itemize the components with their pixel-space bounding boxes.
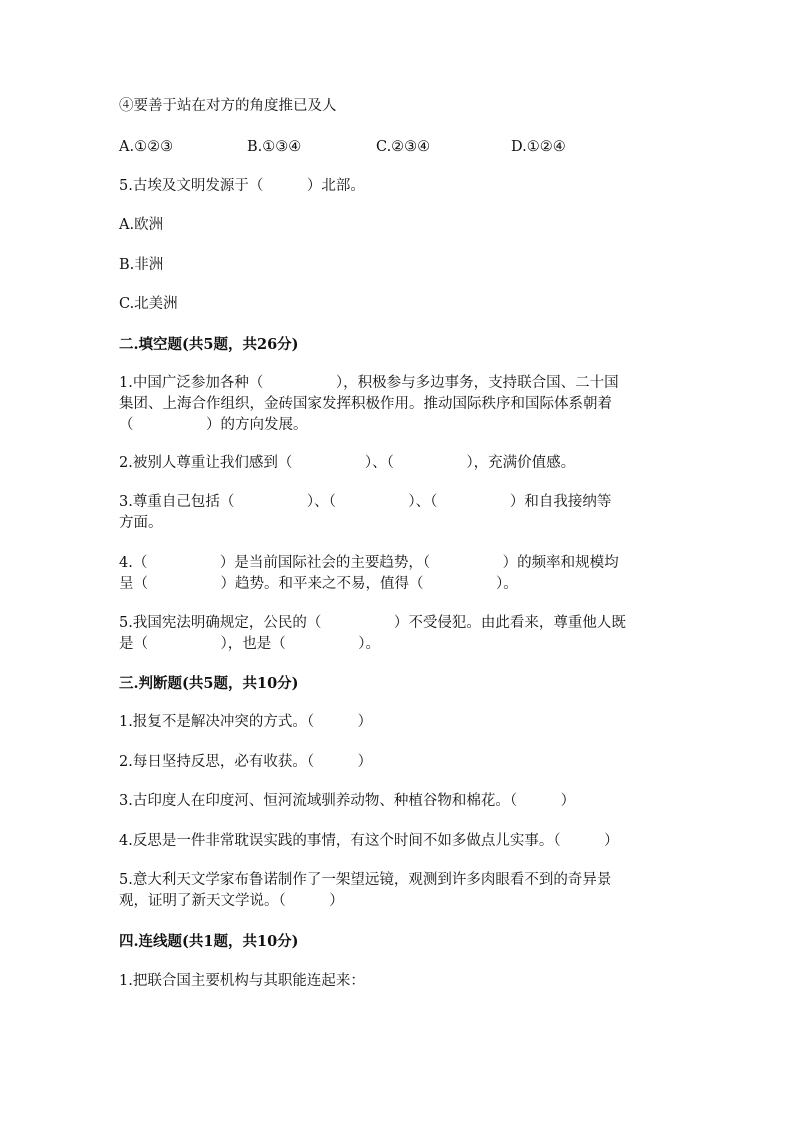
fill-4-line-2: 呈（ ）趋势。和平来之不易，值得（ ）。 (119, 576, 518, 592)
fill-5-line-2: 是（ ），也是（ ）。 (119, 636, 380, 652)
q5-option-b: B.非洲 (119, 257, 164, 273)
option-b: B.①③④ (247, 139, 302, 155)
fill-5-line-1: 5.我国宪法明确规定，公民的（ ）不受侵犯。由此看来，尊重他人既 (119, 615, 626, 631)
fill-3-line-1: 3.尊重自己包括（ ）、（ ）、（ ）和自我接纳等 (119, 494, 612, 510)
fill-2-line-1: 2.被别人尊重让我们感到（ ）、（ ），充满价值感。 (119, 455, 576, 471)
fill-1-line-3: （ ）的方向发展。 (119, 417, 308, 433)
matching-1: 1.把联合国主要机构与其职能连起来： (119, 973, 365, 989)
question-5-stem: 5.古埃及文明发源于（ ）北部。 (119, 178, 365, 194)
judge-5-line-2: 观，证明了新天文学说。（ ） (119, 893, 344, 909)
section-4-heading: 四.连线题(共1题，共10分) (119, 933, 299, 950)
option-c: C.②③④ (376, 139, 431, 155)
judge-5-line-1: 5.意大利天文学家布鲁诺制作了一架望远镜，观测到许多肉眼看不到的奇异景 (119, 872, 612, 888)
judge-2: 2.每日坚持反思，必有收获。（ ） (119, 754, 373, 770)
q1-options-row (119, 137, 679, 158)
fill-1-line-1: 1.中国广泛参加各种（ ），积极参与多边事务，支持联合国、二十国 (119, 375, 619, 391)
q5-option-c: C.北美洲 (119, 296, 178, 312)
judge-1: 1.报复不是解决冲突的方式。（ ） (119, 714, 373, 730)
option-d: D.①②④ (511, 139, 566, 155)
section-3-heading: 三.判断题(共5题，共10分) (119, 675, 299, 692)
section-2-heading: 二.填空题(共5题，共26分) (119, 336, 299, 353)
option-a: A.①②③ (119, 139, 174, 155)
fill-4-line-1: 4.（ ）是当前国际社会的主要趋势，（ ）的频率和规模均 (119, 555, 619, 571)
fill-3-line-2: 方面。 (119, 515, 163, 531)
judge-4: 4.反思是一件非常耽误实践的事情，有这个时间不如多做点儿实事。（ ） (119, 833, 619, 849)
judge-3: 3.古印度人在印度河、恒河流域驯养动物、种植谷物和棉花。（ ） (119, 793, 576, 809)
fill-1-line-2: 集团、上海合作组织，金砖国家发挥积极作用。推动国际秩序和国际体系朝着 (119, 396, 612, 412)
q5-option-a: A.欧洲 (119, 217, 164, 233)
q1-statement-4: ④要善于站在对方的角度推已及人 (119, 98, 337, 114)
